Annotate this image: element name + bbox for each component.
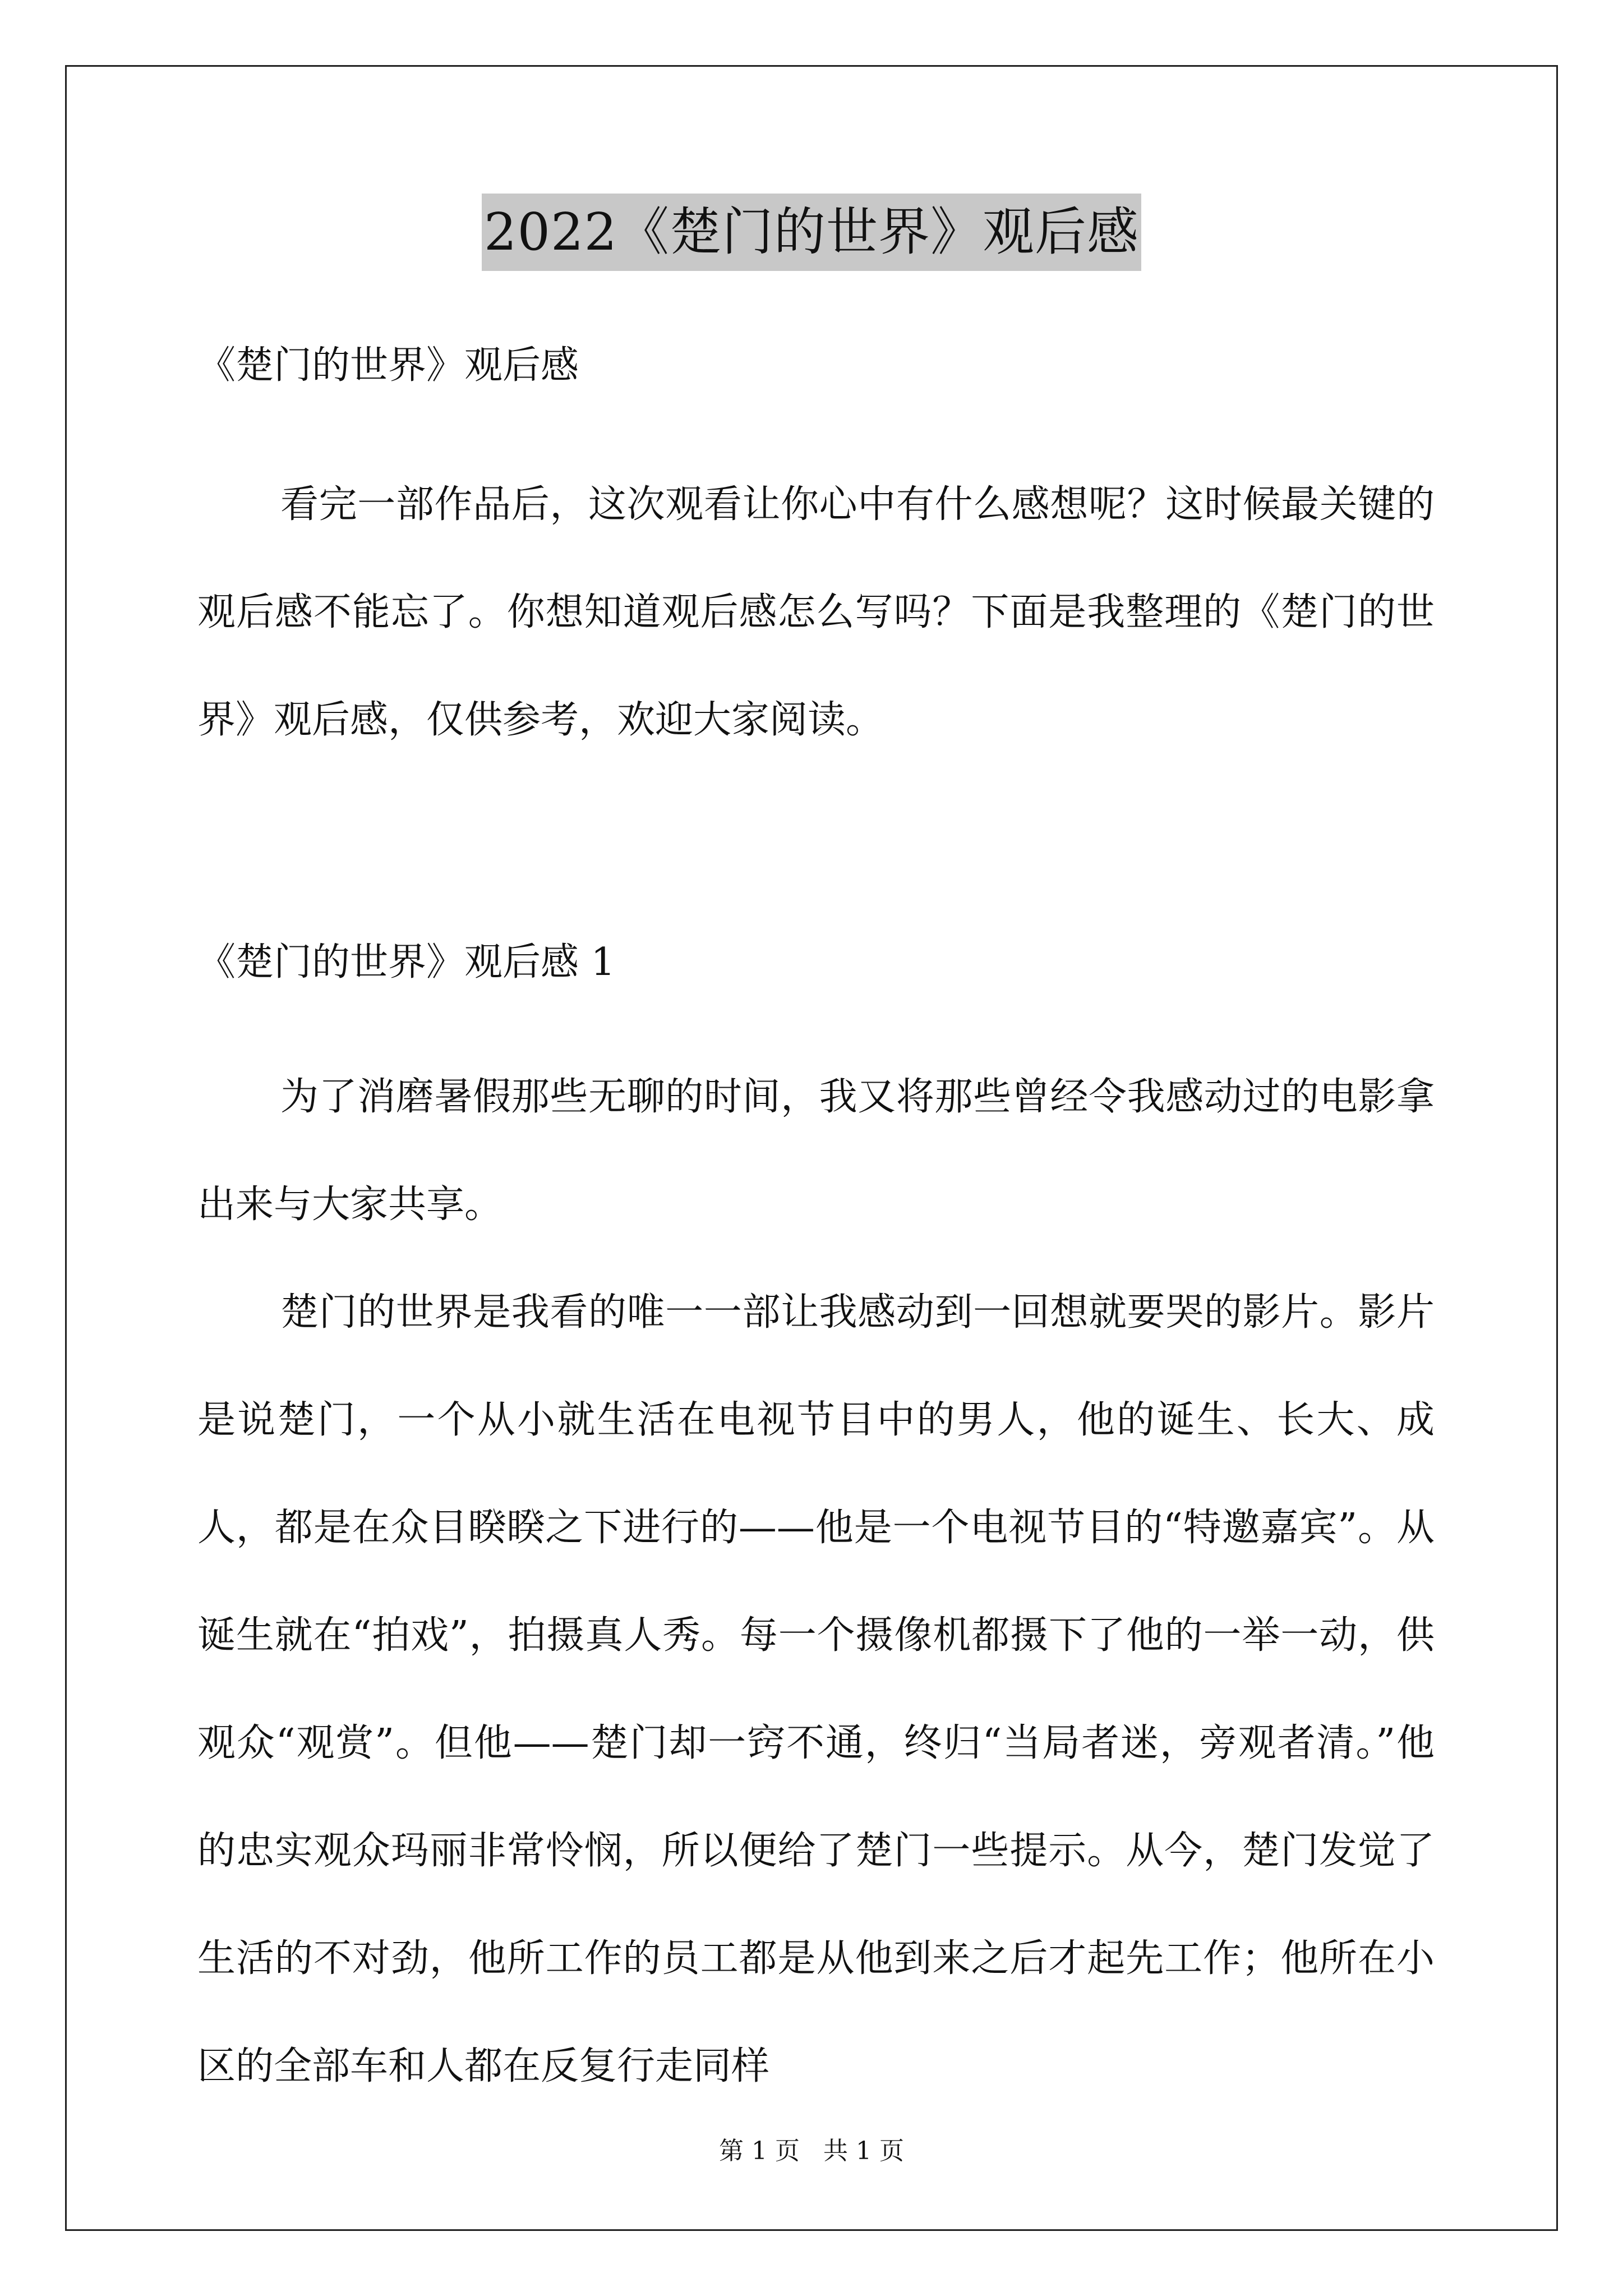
section1-heading: 《楚门的世界》观后感 1 bbox=[197, 940, 615, 984]
page-footer: 第 1 页 共 1 页 bbox=[719, 2137, 904, 2165]
title-container bbox=[0, 194, 1623, 271]
intro-paragraph: 看完一部作品后，这次观看让你心中有什么感想呢？这时候最关键的观后感不能忘了。你想知道观后感怎么写吗？下面是我整理的《楚门的世界》观后感，仅供参考，欢迎大家阅读。 bbox=[197, 482, 1435, 742]
document-body bbox=[197, 339, 1435, 2120]
section1-paragraph-2: 楚门的世界是我看的唯一一部让我感动到一回想就要哭的影片。影片是说楚门，一个从小就生活在电视节目中的男人，他的诞生、长大、成人，都是在众目睽睽之下进行的——他是一个电视节目的“特邀嘉宾”。从诞生就在“拍戏”，拍摄真人秀。每一个摄像机都摄下了他的一举一动，供观众“观赏”。但他——楚门却一窍不通，终归“当局者迷，旁观者清。”他的忠实观众玛丽非常怜悯，所以便给了楚门一些提示。从今，楚门发觉了生活的不对劲，他所工作的员工都是从他到来之后才起先工作；他所在小区的全部车和人都在反复行走同样 bbox=[197, 1290, 1435, 2088]
document-title: 2022《楚门的世界》观后感 bbox=[482, 194, 1141, 271]
intro-heading: 《楚门的世界》观后感 bbox=[197, 343, 579, 388]
section1-paragraph-1: 为了消磨暑假那些无聊的时间，我又将那些曾经令我感动过的电影拿出来与大家共享。 bbox=[197, 1075, 1435, 1227]
